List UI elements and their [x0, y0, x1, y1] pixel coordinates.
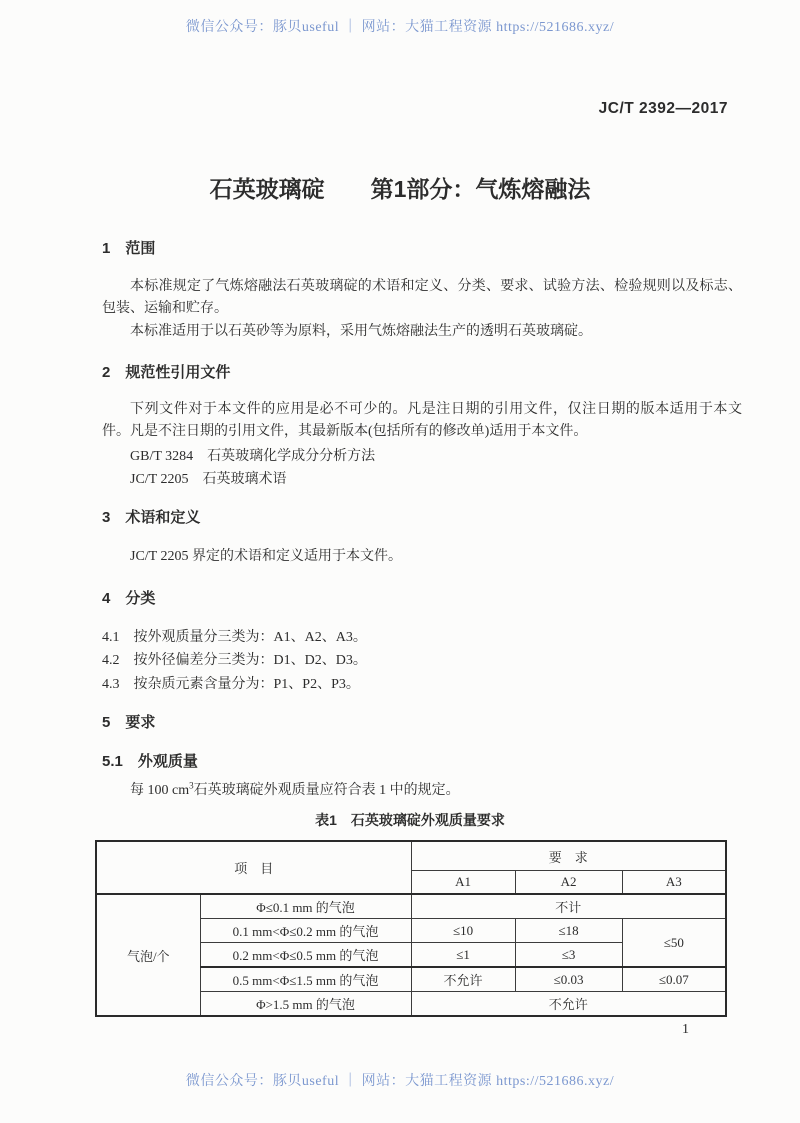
reference-item: JC/T 2205 石英玻璃术语 [130, 472, 287, 487]
classification-item: 4.1 按外观质量分三类为：A1、A2、A3。 [102, 630, 367, 645]
reference-item: GB/T 3284 石英玻璃化学成分分析方法 [130, 449, 376, 464]
table-cell-item: 0.1 mm<Φ≤0.2 mm 的气泡 [200, 919, 411, 943]
classification-item: 4.3 按杂质元素含量分为：P1、P2、P3。 [102, 677, 360, 692]
table-header-item: 项 目 [96, 841, 411, 894]
document-title: 石英玻璃碇 第1部分：气炼熔融法 [209, 176, 591, 202]
section-3-heading: 3 术语和定义 [102, 509, 201, 526]
table-header-a3: A3 [622, 871, 726, 895]
table-cell-a2: ≤18 [515, 919, 622, 943]
classification-item: 4.2 按外径偏差分三类为：D1、D2、D3。 [102, 653, 367, 668]
table-cell-a1: ≤1 [411, 943, 515, 968]
table-cell-item: 0.5 mm<Φ≤1.5 mm 的气泡 [200, 967, 411, 992]
section-4-heading: 4 分类 [102, 590, 156, 607]
section-1-paragraph-2: 本标准适用于以石英砂等为原料，采用气炼熔融法生产的透明石英玻璃碇。 [130, 324, 592, 339]
header-note: 微信公众号：豚贝useful ｜ 网站：大猫工程资源 https://521686.xyz/ [185, 20, 615, 35]
table-header-row [96, 841, 726, 871]
table-cell-a2: ≤0.03 [515, 967, 622, 992]
row-group-bubbles: 气泡/个 [96, 894, 200, 1016]
table-cell-item: Φ>1.5 mm 的气泡 [200, 992, 411, 1017]
section-2-paragraph-1: 下列文件对于本文件的应用是必不可少的。凡是注日期的引用文件，仅注日期的版本适用于本文件。凡是不注日期的引用文件，其最新版本(包括所有的修改单)适用于本文件。 [102, 402, 742, 439]
text-run: 石英玻璃碇外观质量应符合表 1 中的规定。 [193, 783, 460, 798]
superscript-3: 3 [189, 780, 194, 791]
table-cell-a3: ≤0.07 [622, 967, 726, 992]
table-header-a2: A2 [515, 871, 622, 895]
section-5-heading: 5 要求 [102, 714, 156, 731]
table-cell-value: 不允许 [411, 992, 726, 1017]
page-number: 1 [682, 1022, 689, 1037]
section-3-paragraph-1: JC/T 2205 界定的术语和定义适用于本文件。 [130, 549, 402, 564]
standard-number: JC/T 2392—2017 [598, 100, 728, 117]
section-5-paragraph-1 [102, 780, 742, 802]
table-cell-a2: ≤3 [515, 943, 622, 968]
table-cell-a1: 不允许 [411, 967, 515, 992]
table-row [96, 894, 726, 919]
footer-note: 微信公众号：豚贝useful ｜ 网站：大猫工程资源 https://521686.xyz/ [185, 1074, 615, 1089]
table-header-requirement: 要 求 [411, 841, 726, 871]
section-5-1-heading: 5.1 外观质量 [102, 753, 198, 770]
table-1-caption: 表1 石英玻璃碇外观质量要求 [315, 812, 505, 828]
table-cell-item: 0.2 mm<Φ≤0.5 mm 的气泡 [200, 943, 411, 968]
section-1-paragraph-1: 本标准规定了气炼熔融法石英玻璃碇的术语和定义、分类、要求、试验方法、检验规则以及标志、包装、运输和贮存。 [102, 279, 742, 316]
section-1-heading: 1 范围 [102, 240, 156, 257]
table-cell-item: Φ≤0.1 mm 的气泡 [200, 894, 411, 919]
table-cell-a3: ≤50 [622, 919, 726, 968]
table-cell-a1: ≤10 [411, 919, 515, 943]
section-2-heading: 2 规范性引用文件 [102, 364, 231, 381]
table-cell-value: 不计 [411, 894, 726, 919]
text-run: 每 100 cm [130, 783, 190, 798]
table-header-a1: A1 [411, 871, 515, 895]
table-1-appearance-requirements [95, 840, 727, 1017]
